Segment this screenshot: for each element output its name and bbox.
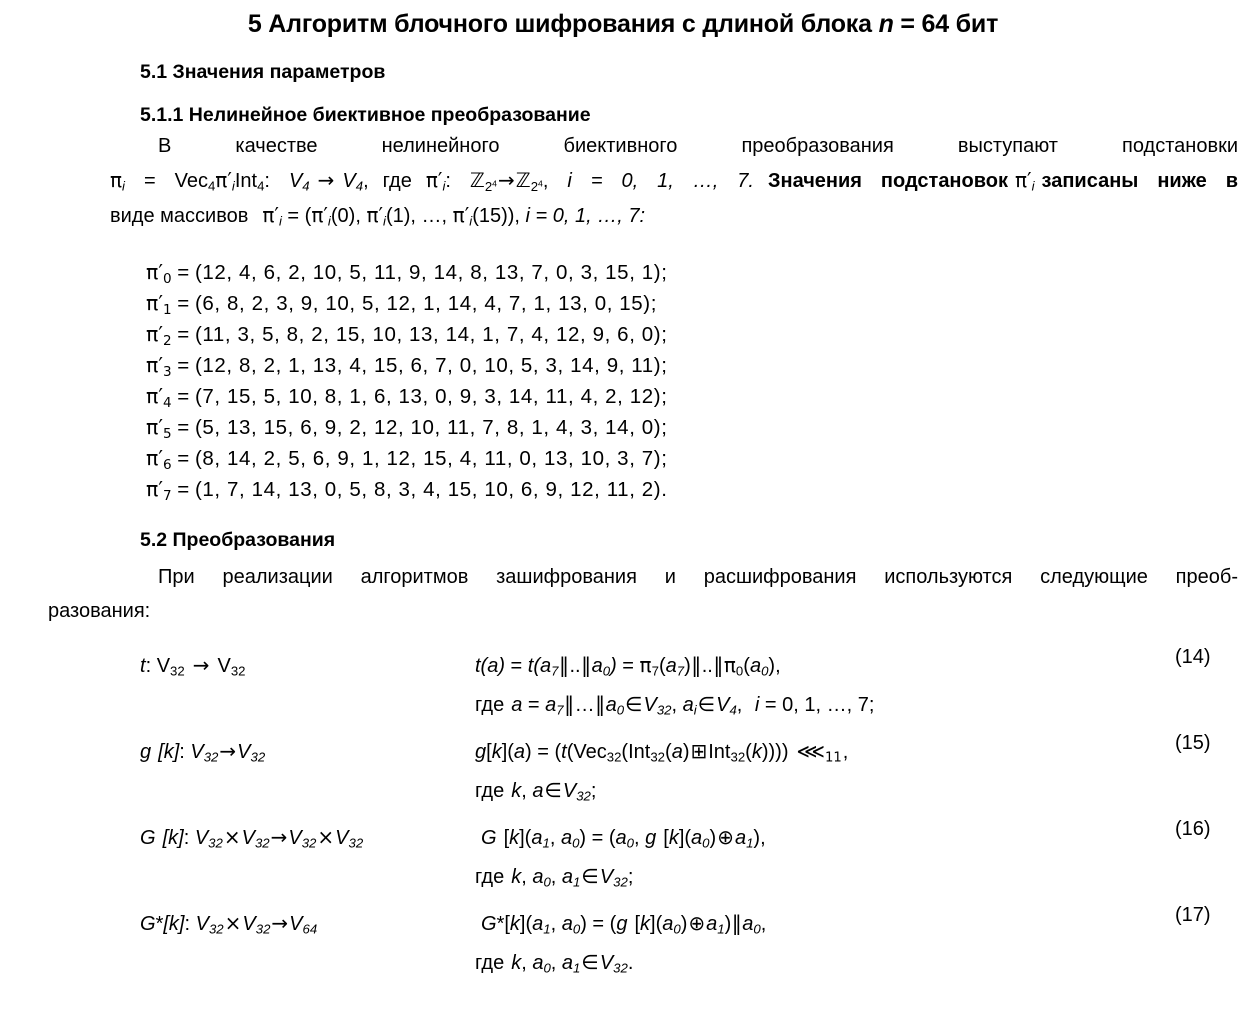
- a0-16: $a_0$: [615, 827, 634, 851]
- permutation-label: $\pi'_3$: [146, 353, 172, 380]
- comma-where-14: ,: [671, 694, 683, 716]
- permutation-values: (6, 8, 2, 3, 9, 10, 5, 12, 1, 14, 4, 7, 1, 13, 0, 15);: [194, 292, 658, 315]
- int32-a-15: Int$_{32}$: [628, 741, 666, 765]
- comma-17: ,: [760, 913, 767, 935]
- comma-where-16: ,: [521, 866, 533, 888]
- intro-bold-2: записаны ниже в: [1041, 170, 1238, 192]
- intro-bold-1: Значения подстановок: [767, 170, 1008, 192]
- rot-glyph: ⋘: [796, 739, 825, 763]
- permutation-label: $\pi'_5$: [146, 415, 172, 442]
- eq-14b: =: [616, 655, 640, 677]
- gde-15: где: [475, 780, 505, 802]
- int32-k-15: Int$_{32}$: [708, 741, 746, 765]
- g-17: g: [616, 913, 628, 935]
- concat-icon-14e: ‖: [564, 692, 575, 716]
- k-16: k: [511, 866, 522, 888]
- permutation-label: $\pi'_4$: [146, 384, 172, 411]
- oplus-icon-16: ⊕: [717, 825, 734, 849]
- formula-body-16: [475, 818, 1246, 857]
- times-icon-16b: ×: [317, 825, 335, 849]
- a0-where-17: $a_0$: [532, 952, 551, 976]
- v32-codomain-14: $V_{32}$: [217, 655, 246, 679]
- formula-signature-15: [140, 732, 475, 771]
- eq-17: = (: [586, 913, 617, 935]
- a7-14: $a_7$: [545, 694, 564, 718]
- gde-17: где: [475, 952, 505, 974]
- a1-where-17: $a_1$: [561, 952, 581, 976]
- formula-where-15: [475, 771, 1246, 810]
- a1-17: $a_1$: [706, 913, 725, 937]
- permutation-equals: =: [171, 447, 195, 470]
- v32-a-16: $V_{32}$: [194, 827, 223, 851]
- dots-14c: …: [574, 694, 595, 716]
- intro-vec-text: = Vec: [124, 170, 208, 192]
- z-2-4-domain: ℤ$_{2^4}$: [469, 168, 498, 194]
- permutation-equals: =: [171, 292, 195, 315]
- transforms-intro-line-2: [0, 596, 1246, 626]
- formula-main-row-14: [140, 646, 1246, 685]
- concat-icon-14d: ‖: [713, 653, 724, 677]
- G-17: G: [481, 913, 497, 935]
- formula-group-14: [140, 646, 1246, 724]
- intro-line-3: [0, 200, 1246, 231]
- eq-15: = (: [531, 741, 562, 763]
- dots-14b: ..: [701, 655, 713, 677]
- gde-14: где: [475, 694, 505, 716]
- elem-icon-14b: ∈: [697, 692, 716, 716]
- t-of-a: t(a): [475, 655, 505, 677]
- formula-body-14: [475, 646, 1246, 685]
- dots-14a: ..: [569, 655, 581, 677]
- ai-14: $a_i$: [682, 694, 697, 718]
- permutation-values: (1, 7, 14, 13, 0, 5, 8, 3, 4, 15, 10, 6, 9, 12, 11, 2).: [194, 478, 668, 501]
- concat-icon-14b: ‖: [581, 653, 592, 677]
- colon-2: :: [445, 170, 470, 192]
- semicolon-15: ;: [590, 780, 597, 802]
- k-17: k: [511, 952, 522, 974]
- a-arg-15: (a): [665, 741, 690, 763]
- permutation-index: 3: [163, 363, 172, 380]
- a-15: a: [532, 780, 544, 802]
- v32-domain-14: $V_{32}$: [156, 655, 185, 679]
- formula-signature-17: [140, 904, 475, 943]
- comma-15: ,: [842, 741, 849, 763]
- elem-icon-15: ∈: [544, 778, 562, 802]
- concat-icon-14a: ‖: [558, 653, 569, 677]
- permutation-equals: =: [171, 478, 195, 501]
- bracket-k-15: [k]: [158, 741, 180, 763]
- i-range-2: i = 0, 1, …, 7:: [525, 205, 646, 227]
- elem-icon-14a: ∈: [625, 692, 643, 716]
- permutation-row: [146, 443, 1246, 474]
- concat-icon-14c: ‖: [691, 653, 702, 677]
- pi-prime-i-of-15: $\pi'_i(15)$: [452, 203, 508, 229]
- formula-main-row-17: [140, 904, 1246, 943]
- formula-signature-14: [140, 646, 475, 685]
- v32-b-17: $V_{32}$: [242, 913, 271, 937]
- rot-icon-15: [795, 739, 842, 766]
- intro-line-3-prefix: виде массивов: [110, 205, 249, 227]
- comma-where-17b: ,: [550, 952, 562, 974]
- a1-where-16: $a_1$: [561, 866, 581, 890]
- k-15: k: [511, 780, 522, 802]
- v32-where-16: $V_{32}$: [599, 866, 628, 890]
- colon-14: :: [145, 655, 157, 677]
- permutation-index: 2: [163, 332, 172, 349]
- permutation-index: 4: [163, 394, 172, 411]
- v32-b-16: $V_{32}$: [241, 827, 270, 851]
- permutation-row: [146, 288, 1246, 319]
- page-title-variable: n: [878, 10, 894, 38]
- permutation-row: [146, 257, 1246, 288]
- elem-icon-17: ∈: [581, 950, 599, 974]
- i-range-14b: = 0, 1, …, 7;: [759, 694, 875, 716]
- permutation-label: $\pi'_7$: [146, 477, 172, 504]
- formula-where-14: [475, 685, 1246, 724]
- pi-prime-i-of-1: $\pi'_i(1)$: [366, 203, 411, 229]
- a0-17: $a_0$: [742, 913, 761, 937]
- int-sub: 4: [257, 178, 265, 194]
- t-fn-15: t: [561, 741, 567, 763]
- heading-5-1-1: 5.1.1 Нелинейное биективное преобразование: [140, 104, 591, 126]
- formula-group-16: [140, 818, 1246, 896]
- equation-number-14: (14): [1175, 646, 1211, 668]
- pi-prime-i-1: $\pi'_i$: [215, 168, 235, 194]
- vec32-15: Vec$_{32}$: [573, 741, 622, 765]
- field-base-1: 2: [484, 178, 493, 194]
- intro-line-2: [0, 165, 1246, 196]
- field-exp-2: 4: [538, 178, 543, 189]
- bracket-k-17: [k]: [163, 913, 185, 935]
- comma-14: ,: [775, 655, 781, 677]
- comma-16: ,: [634, 827, 646, 849]
- page-title-lead: 5 Алгоритм блочного шифрования с длиной блока: [247, 10, 879, 38]
- arrow-icon-2: →: [498, 168, 515, 192]
- pi7-of-a7: $\pi_7(a_7)$: [639, 653, 691, 679]
- comma-2: ,: [542, 170, 568, 192]
- formula-block: [0, 646, 1246, 982]
- colon-15: :: [179, 741, 191, 763]
- permutation-values: (7, 15, 5, 10, 8, 1, 6, 13, 0, 9, 3, 14, 11, 4, 2, 12);: [194, 385, 668, 408]
- close-17: ): [724, 913, 732, 935]
- v32-where-15: $V_{32}$: [562, 780, 591, 804]
- permutation-index: 6: [163, 456, 172, 473]
- permutation-index: 1: [163, 301, 172, 318]
- vec-sub: 4: [207, 178, 216, 194]
- permutation-values: (11, 3, 5, 8, 2, 15, 10, 13, 14, 1, 7, 4, 12, 9, 6, 0);: [194, 323, 668, 346]
- comma-where-15: ,: [521, 780, 533, 802]
- eq-16: = (: [586, 827, 616, 849]
- permutation-array-list: [0, 257, 1246, 505]
- g-args-17: $[k](a_0)$: [634, 913, 688, 937]
- gde-1: где: [382, 170, 412, 192]
- times-icon-16a: ×: [223, 825, 241, 849]
- arrow-icon-14: →: [192, 653, 210, 677]
- field-base-2: 2: [530, 178, 539, 194]
- permutation-row: [146, 381, 1246, 412]
- heading-5-2: 5.2 Преобразования: [140, 529, 336, 551]
- arrow-icon-17: →: [271, 911, 289, 935]
- pi-prime-i-4: $\pi'_i$: [262, 203, 282, 229]
- formula-group-15: [140, 732, 1246, 810]
- fn-G-16: G: [140, 827, 156, 849]
- permutation-row: [146, 412, 1246, 443]
- pi-prime-i-3: $\pi'_i$: [1015, 168, 1035, 194]
- pi-i-def: $\pi_i$: [110, 168, 125, 194]
- permutation-index: 5: [163, 425, 172, 442]
- v32-where-14: $V_{32}$: [643, 694, 672, 718]
- v4-where-14: $V_4$: [716, 694, 737, 718]
- pi-prime-i-of-0: $\pi'_i(0)$: [311, 203, 356, 229]
- intro-line-1-text: В качестве нелинейного биективного преобразования выступают подстановки: [158, 135, 1238, 157]
- v32-codomain-15: $V_{32}$: [237, 741, 266, 765]
- comma-where-14b: ,: [736, 694, 748, 716]
- comma-where-17: ,: [521, 952, 533, 974]
- formula-main-row-15: [140, 732, 1246, 771]
- comma-where-16b: ,: [550, 866, 562, 888]
- colon-17: :: [184, 913, 196, 935]
- permutation-equals: =: [171, 261, 195, 284]
- close-paren-1: ),: [507, 205, 526, 227]
- permutation-values: (5, 13, 15, 6, 9, 2, 12, 10, 11, 7, 8, 1, 4, 3, 14, 0);: [194, 416, 668, 439]
- star-17: *: [155, 913, 164, 935]
- formula-signature-16: [140, 818, 475, 857]
- intro-line-1: [0, 131, 1246, 161]
- heading-5-1: 5.1 Значения параметров: [140, 61, 386, 83]
- transforms-intro-tail: разования:: [48, 600, 151, 622]
- G-16: G: [481, 827, 497, 849]
- intro-colon-1: :: [264, 170, 289, 192]
- eq-14: =: [505, 655, 528, 677]
- fn-t: t: [140, 655, 146, 677]
- open-15b: (: [621, 741, 629, 763]
- comma-3: ,: [355, 205, 367, 227]
- permutation-label: $\pi'_0$: [146, 260, 172, 287]
- page-title-tail: = 64 бит: [893, 10, 999, 38]
- concat-icon-14f: ‖: [595, 692, 606, 716]
- formula-where-17: [475, 943, 1246, 982]
- permutation-row: [146, 474, 1246, 505]
- permutation-equals: =: [171, 385, 195, 408]
- concat-icon-17: ‖: [731, 911, 742, 935]
- v32-where-17: $V_{32}$: [599, 952, 628, 976]
- v32-domain-15: $V_{32}$: [190, 741, 219, 765]
- v64-17: $V_{64}$: [289, 913, 318, 937]
- document-page: [0, 10, 1246, 1014]
- equation-number-15: (15): [1175, 732, 1211, 754]
- period-17: .: [627, 952, 634, 974]
- formula-main-row-16: [140, 818, 1246, 857]
- fn-G-17: G: [140, 913, 156, 935]
- a0-where-16: $a_0$: [532, 866, 551, 890]
- transforms-intro-line-1: [0, 562, 1246, 592]
- a1-16: $a_1$: [734, 827, 754, 851]
- eq-1: = (: [281, 205, 312, 227]
- comma-1: ,: [363, 170, 369, 192]
- i-range-14: i: [754, 694, 760, 716]
- arrow-icon-1: →: [317, 168, 335, 192]
- colon-16: :: [183, 827, 195, 849]
- oplus-icon-17: ⊕: [688, 911, 706, 935]
- v32-c-16: $V_{32}$: [288, 827, 317, 851]
- g-16: g: [645, 827, 657, 849]
- formula-group-17: [140, 904, 1246, 982]
- permutation-label: $\pi'_6$: [146, 446, 172, 473]
- arrow-icon-16: →: [270, 825, 288, 849]
- permutation-label: $\pi'_2$: [146, 322, 172, 349]
- a0-where-14: $a_0$: [605, 694, 625, 718]
- arrow-icon-15: →: [219, 739, 237, 763]
- G-args-17: $[k](a_1$, $a_0$): [504, 913, 587, 937]
- permutation-index: 0: [163, 270, 172, 287]
- v32-a-17: $V_{32}$: [195, 913, 224, 937]
- permutation-row: [146, 319, 1246, 350]
- v32-d-16: $V_{32}$: [335, 827, 364, 851]
- equation-number-16: (16): [1175, 818, 1211, 840]
- semicolon-16: ;: [627, 866, 634, 888]
- open-15: (: [566, 741, 574, 763]
- equation-number-17: (17): [1175, 904, 1211, 926]
- boxplus-icon-15: ⊞: [690, 739, 708, 763]
- permutation-equals: =: [171, 354, 195, 377]
- codomain-v4-1: $V_4$: [342, 170, 364, 194]
- permutation-equals: =: [171, 323, 195, 346]
- times-icon-17: ×: [224, 911, 242, 935]
- permutation-values: (8, 14, 2, 5, 6, 9, 1, 12, 15, 4, 11, 0, 13, 10, 3, 7);: [194, 447, 668, 470]
- G-args-16: $[k](a_1$, $a_0$): [503, 827, 587, 851]
- pi-prime-i-2: $\pi'_i$: [425, 168, 446, 194]
- i-range-1: i = 0, 1, …, 7.: [567, 170, 754, 192]
- close-16: ),: [753, 827, 766, 849]
- t-of-concat: $t(a_7$: [527, 655, 559, 679]
- g-args-16: $[k](a_0)$: [663, 827, 717, 851]
- ellipsis-1: , …,: [410, 205, 453, 227]
- eq-where-14: =: [522, 694, 546, 716]
- z-2-4-codomain: ℤ$_{2^4}$: [515, 168, 543, 194]
- permutation-row: [146, 350, 1246, 381]
- bracket-k-16: [k]: [162, 827, 184, 849]
- permutation-equals: =: [171, 416, 195, 439]
- intro-int-text: Int: [234, 170, 258, 192]
- field-exp-1: 4: [492, 178, 498, 189]
- star-body-17: *: [496, 913, 505, 935]
- formula-where-16: [475, 857, 1246, 896]
- g-k-a-15: g: [475, 741, 487, 763]
- fn-g: g: [140, 741, 152, 763]
- transforms-intro-text: При реализации алгоритмов зашифрования и расшифрования используются следующие преоб-: [158, 566, 1238, 588]
- elem-icon-16: ∈: [581, 864, 599, 888]
- page-title: [0, 10, 1246, 39]
- permutation-label: $\pi'_1$: [146, 291, 172, 318]
- g-brackets-15: [k](a): [486, 741, 532, 763]
- permutation-values: (12, 4, 6, 2, 10, 5, 11, 9, 14, 8, 13, 7, 0, 3, 15, 1);: [194, 261, 668, 284]
- gde-16: где: [475, 866, 505, 888]
- k-arg-15: (k)))): [745, 741, 789, 763]
- permutation-values: (12, 8, 2, 1, 13, 4, 15, 6, 7, 0, 10, 5, 3, 14, 9, 11);: [194, 354, 668, 377]
- formula-body-17: [475, 904, 1246, 943]
- permutation-index: 7: [163, 487, 172, 504]
- a0-14: $a_0$): [591, 655, 617, 679]
- domain-v4-1: $V_4$: [288, 170, 310, 194]
- pi0-of-a0: $\pi_0(a_0)$: [723, 653, 776, 679]
- rot-amount-15: 11: [824, 750, 842, 766]
- a-def-14: a: [511, 694, 523, 716]
- formula-body-15: [475, 732, 1246, 771]
